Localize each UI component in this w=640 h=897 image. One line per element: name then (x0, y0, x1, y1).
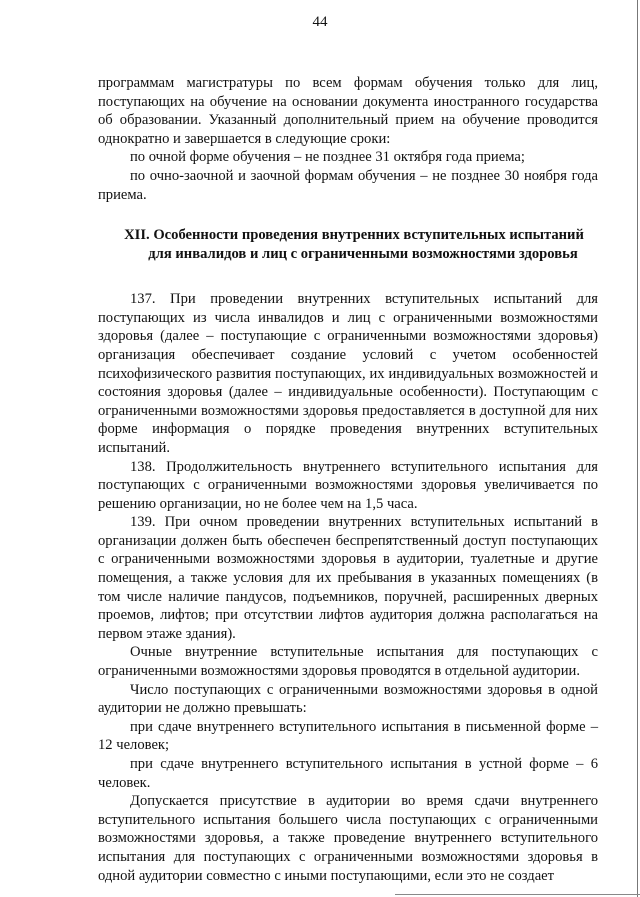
paragraph: Допускается присутствие в аудитории во время сдачи внутреннего вступительного испытания большего числа поступающих с ограниченными возможностями здоровья, а также проведение внутреннего вступительного испытания для поступающих с ограниченными возможностями здоровья в одной аудитории совместно с иными поступающими, если это не создает (98, 793, 598, 884)
paragraph: при сдаче внутреннего вступительного испытания в устной форме – 6 человек. (98, 756, 598, 791)
paragraph: программам магистратуры по всем формам обучения только для лиц, поступающих на обучение на основании документа иностранного государства об образовании. Указанный дополнительный прием на обучение проводится однократно и завершается в следующие сроки: (98, 75, 598, 147)
paragraph: 139. При очном проведении внутренних вступительных испытаний в организации должен быть обеспечен беспрепятственный доступ поступающих с ограниченными возможностями здоровья в аудитории, туалетные и другие помещения, а также условия для их пребывания в указанных помещениях (в том числе наличие пандусов, подъемников, поручней, расширенных дверных проемов, лифтов; при отсутствии лифтов аудитория должна располагаться на первом этаже здания). (98, 514, 598, 642)
paragraph: 138. Продолжительность внутреннего вступительного испытания для поступающих с ограниченными возможностями здоровья увеличивается по решению организации, но не более чем на 1,5 часа. (98, 458, 598, 512)
page-number: 44 (312, 14, 328, 30)
scan-edge-bottom (395, 894, 640, 895)
paragraph: Очные внутренние вступительные испытания для поступающих с ограниченными возможностями здоровья проводятся в отдельной аудитории. (98, 644, 598, 680)
paragraph: Число поступающих с ограниченными возможностями здоровья в одной аудитории не должно превышать: (98, 681, 598, 717)
section-heading-line: XII. Особенности проведения внутренних вступительных испытаний (124, 227, 584, 244)
scan-edge-right (637, 0, 638, 897)
document-body (98, 74, 598, 885)
paragraph: по очно-заочной и заочной формам обучения – не позднее 30 ноября года приема. (98, 167, 598, 203)
paragraph: при сдаче внутреннего вступительного испытания в письменной форме – 12 человек; (98, 718, 598, 754)
paragraph: 137. При проведении внутренних вступительных испытаний для поступающих из числа инвалидов и лиц с ограниченными возможностями здоровья (далее – поступающие с ограниченными возможностями здоровья) организация обеспечивает создание условий с учетом особенностей психофизического развития поступающих, их индивидуальных возможностей и состояния здоровья (далее – индивидуальные особенности). Поступающим с ограниченными возможностями здоровья предоставляется в доступной для них форме информация о порядке проведения внутренних вступительных испытаний. (98, 291, 598, 456)
section-heading (98, 226, 598, 264)
paragraph: по очной форме обучения – не позднее 31 октября года приема; (130, 149, 525, 166)
section-heading-line: для инвалидов и лиц с ограниченными возможностями здоровья (148, 246, 578, 263)
